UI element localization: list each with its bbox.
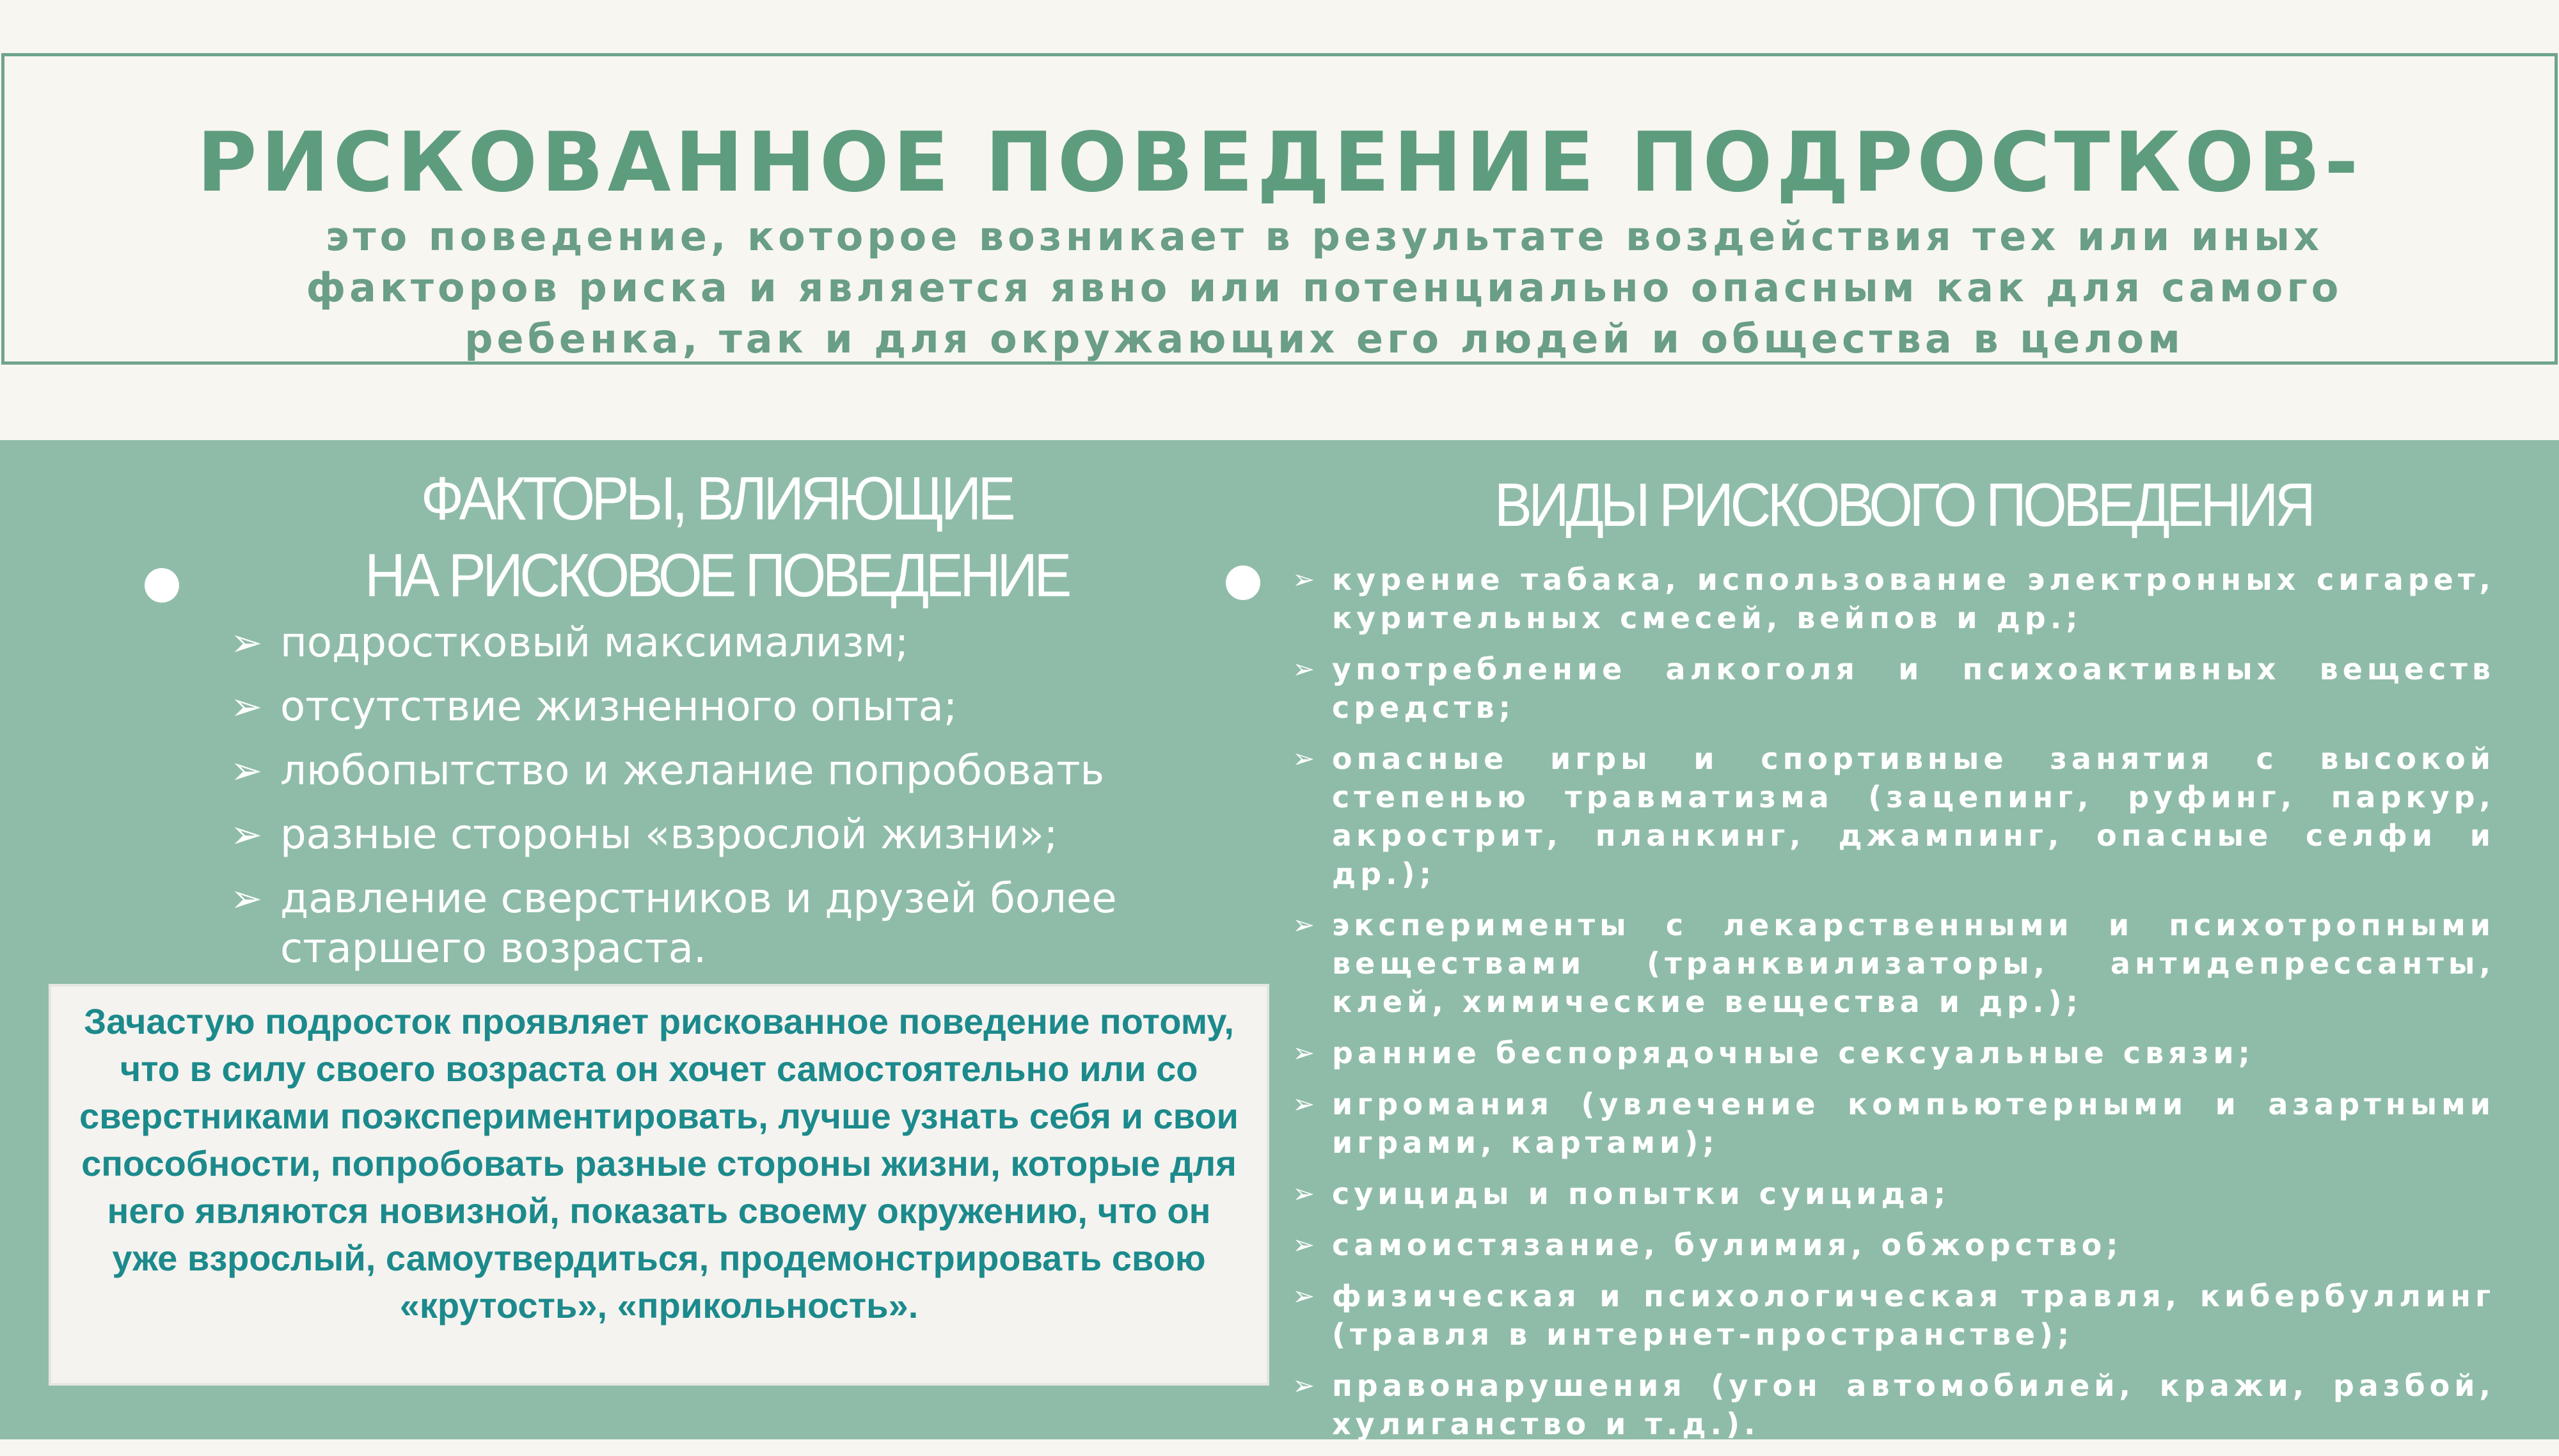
note-box: [51, 986, 1267, 1383]
arrow-bullet-icon: ➢: [230, 748, 263, 793]
arrow-bullet-icon: ➢: [1292, 1178, 1315, 1209]
arrow-bullet-icon: ➢: [1292, 909, 1315, 940]
list-item: ➢ употребление алкоголя и психоактивных веществ средств;: [1292, 650, 2495, 727]
list-item: ➢ любопытство и желание попробовать: [230, 747, 1105, 795]
list-item: ➢ игромания (увлечение компьютерными и азартными играми, картами);: [1292, 1085, 2495, 1162]
arrow-bullet-icon: ➢: [1292, 564, 1315, 595]
list-item: ➢ подростковый максимализм;: [230, 619, 909, 667]
list-item: ➢ суициды и попытки суицида;: [1292, 1175, 2495, 1213]
note-text: Зачастую подросток проявляет рискованное поведение потому, что в силу своего возраста он хочет самостоятельно или со сверстниками поэкспериментировать, лучше узнать себя и свои способности, попробовать разные стороны жизни, которые для него являются новизной, показать своему окружению, что он уже взрослый, самоутвердиться, продемонстрировать свою «крутость», «прикольность».: [79, 1001, 1239, 1325]
list-item: ➢ эксперименты с лекарственными и психотропными веществами (транквилизаторы, антидепрессанты, клей, химические вещества и др.);: [1292, 906, 2495, 1021]
arrow-bullet-icon: ➢: [1292, 1037, 1315, 1068]
types-heading: ВИДЫ РИСКОВОГО ПОВЕДЕНИЯ: [1494, 471, 2313, 539]
arrow-bullet-icon: ➢: [1292, 1370, 1315, 1401]
list-item: ➢ давление сверстников и друзей более старшего возраста.: [230, 875, 1117, 972]
page-title: РИСКОВАННОЕ ПОВЕДЕНИЕ ПОДРОСТКОВ-: [196, 115, 2363, 210]
list-item: ➢ курение табака, использование электронных сигарет, курительных смесей, вейпов и др.;: [1292, 560, 2495, 637]
arrow-bullet-icon: ➢: [230, 684, 263, 729]
arrow-bullet-icon: ➢: [1292, 653, 1315, 684]
arrow-bullet-icon: ➢: [1292, 1280, 1315, 1311]
list-item: ➢ правонарушения (угон автомобилей, кражи, разбой, хулиганство и т.д.).: [1292, 1366, 2495, 1443]
arrow-bullet-icon: ➢: [230, 812, 263, 857]
circle-bullet-icon: [1226, 566, 1260, 600]
list-item: ➢ самоистязание, булимия, обжорство;: [1292, 1226, 2495, 1264]
types-list: [1292, 560, 2495, 1456]
factors-heading-line2: НА РИСКОВОЕ ПОВЕДЕНИЕ: [365, 541, 1068, 610]
list-item: ➢ отсутствие жизненного опыта;: [230, 683, 958, 731]
circle-bullet-icon: [145, 568, 179, 603]
list-item: ➢ разные стороны «взрослой жизни»;: [230, 811, 1058, 859]
arrow-bullet-icon: ➢: [230, 876, 263, 921]
arrow-bullet-icon: ➢: [230, 621, 263, 665]
arrow-bullet-icon: ➢: [1292, 1088, 1315, 1120]
page-subtitle: это поведение, которое возникает в результате воздействия тех или иных факторов риска и является явно или потенциально опасным как для самого ребенка, так и для окружающих его людей и общества в целом: [306, 213, 2343, 362]
factors-heading: [305, 461, 1129, 614]
factors-list: [230, 618, 1190, 988]
list-item: ➢ физическая и психологическая травля, кибербуллинг (травля в интернет-пространстве);: [1292, 1277, 2495, 1354]
arrow-bullet-icon: ➢: [1292, 1229, 1315, 1260]
factors-heading-line1: ФАКТОРЫ, ВЛИЯЮЩИЕ: [420, 464, 1013, 533]
list-item: ➢ ранние беспорядочные сексуальные связи;: [1292, 1034, 2495, 1072]
arrow-bullet-icon: ➢: [1292, 743, 1315, 774]
list-item: ➢ опасные игры и спортивные занятия с высокой степенью травматизма (зацепинг, руфинг, паркур, акрострит, планкинг, джампинг, опасные селфи и др.);: [1292, 740, 2495, 893]
